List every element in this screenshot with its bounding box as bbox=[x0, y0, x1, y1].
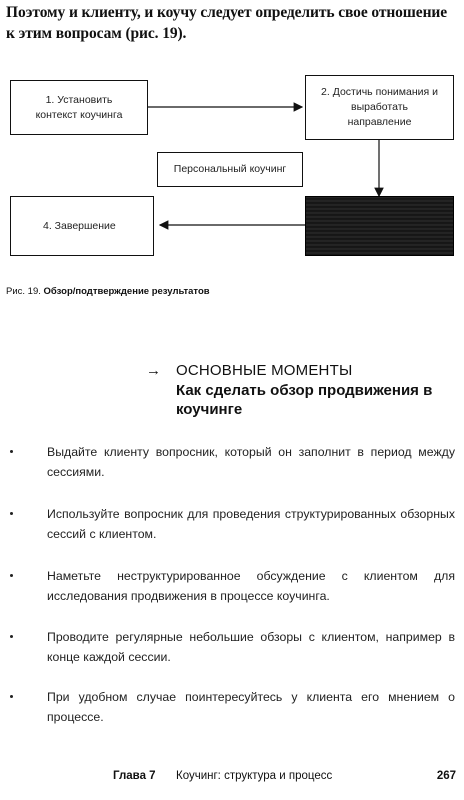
intro-paragraph: Поэтому и клиенту, и коучу следует определить свое отношение к этим вопросам (рис. 19). bbox=[6, 4, 448, 42]
diagram-box-understanding-label: 2. Достичь понимания и выработать направление bbox=[321, 86, 438, 128]
page-footer bbox=[0, 770, 464, 790]
key-points-kicker: ОСНОВНЫЕ МОМЕНТЫ bbox=[176, 362, 353, 379]
bullet-dot-icon bbox=[10, 635, 13, 638]
key-points-title: Как сделать обзор продвижения в коучинге bbox=[176, 382, 433, 418]
diagram-box-setup bbox=[10, 80, 148, 135]
diagram-box-understanding bbox=[305, 75, 454, 140]
list-item-text: Используйте вопросник для проведения структурированных обзорных сессий с клиентом. bbox=[47, 507, 455, 541]
diagram-box-dark bbox=[305, 196, 454, 256]
footer-chapter: Глава 7 bbox=[113, 770, 156, 782]
diagram-box-personal-coaching-label: Персональный коучинг bbox=[173, 163, 287, 175]
footer-chapter-title: Коучинг: структура и процесс bbox=[176, 770, 333, 782]
figure-caption-text: Обзор/подтверждение результатов bbox=[43, 286, 210, 297]
figure-caption bbox=[6, 286, 210, 297]
diagram-box-completion-label: 4. Завершение bbox=[43, 219, 116, 232]
bullet-dot-icon bbox=[10, 512, 13, 515]
list-item-text: При удобном случае поинтересуйтесь у клиента его мнением о процессе. bbox=[47, 690, 455, 724]
figure-caption-label: Рис. 19. bbox=[6, 286, 41, 297]
bullet-dot-icon bbox=[10, 450, 13, 453]
bullet-dot-icon bbox=[10, 574, 13, 577]
diagram-box-completion bbox=[10, 196, 154, 256]
page-number: 267 bbox=[436, 770, 456, 782]
list-item-text: Наметьте неструктурированное обсуждение с клиентом для исследования продвижения в процессе коучинга. bbox=[47, 569, 455, 603]
diagram-box-setup-label: 1. Установить контекст коучинга bbox=[35, 93, 123, 121]
bullet-dot-icon bbox=[10, 695, 13, 698]
diagram-box-personal-coaching bbox=[157, 152, 303, 187]
list-item-text: Выдайте клиенту вопросник, который он заполнит в период между сессиями. bbox=[47, 445, 455, 479]
list-item-text: Проводите регулярные небольшие обзоры с клиентом, например в конце каждой сессии. bbox=[47, 630, 455, 664]
right-arrow-icon: → bbox=[146, 362, 161, 379]
